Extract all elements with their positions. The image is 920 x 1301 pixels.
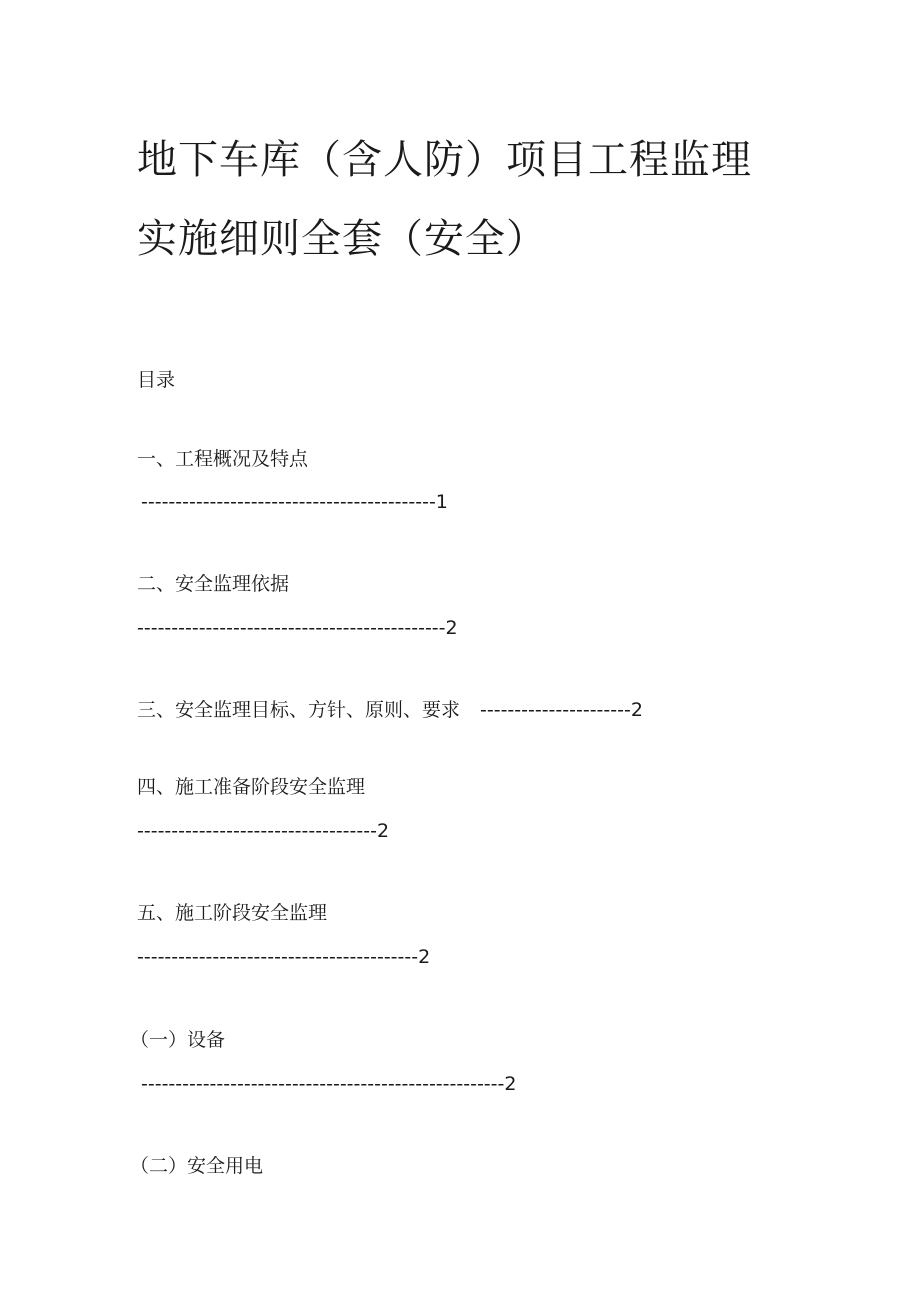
toc-entry-2-label[interactable]: 二、安全监理依据 — [137, 573, 290, 595]
toc-entry-6-leader: -----------------------------------------------------2 — [141, 1073, 517, 1095]
toc-entry-4-leader: -----------------------------------2 — [137, 820, 390, 842]
toc-entry-2-leader: ---------------------------------------------2 — [137, 617, 458, 639]
toc-entry-3-label[interactable]: 三、安全监理目标、方针、原则、要求 — [137, 699, 461, 721]
document-title-line-2: 实施细则全套（安全） — [137, 216, 547, 262]
toc-entry-7-label[interactable]: （二）安全用电 — [130, 1155, 264, 1177]
document-title-line-1: 地下车库（含人防）项目工程监理 — [137, 137, 752, 183]
toc-entry-1-leader: -------------------------------------------1 — [141, 491, 448, 513]
toc-entry-3-leader: ----------------------2 — [480, 699, 643, 721]
toc-entry-6-label[interactable]: （一）设备 — [130, 1029, 226, 1051]
toc-entry-4-label[interactable]: 四、施工准备阶段安全监理 — [137, 776, 366, 798]
toc-entry-5-leader: -----------------------------------------2 — [137, 946, 431, 968]
toc-entry-1-label[interactable]: 一、工程概况及特点 — [137, 448, 309, 470]
toc-entry-5-label[interactable]: 五、施工阶段安全监理 — [137, 902, 328, 924]
toc-heading: 目录 — [137, 369, 176, 391]
